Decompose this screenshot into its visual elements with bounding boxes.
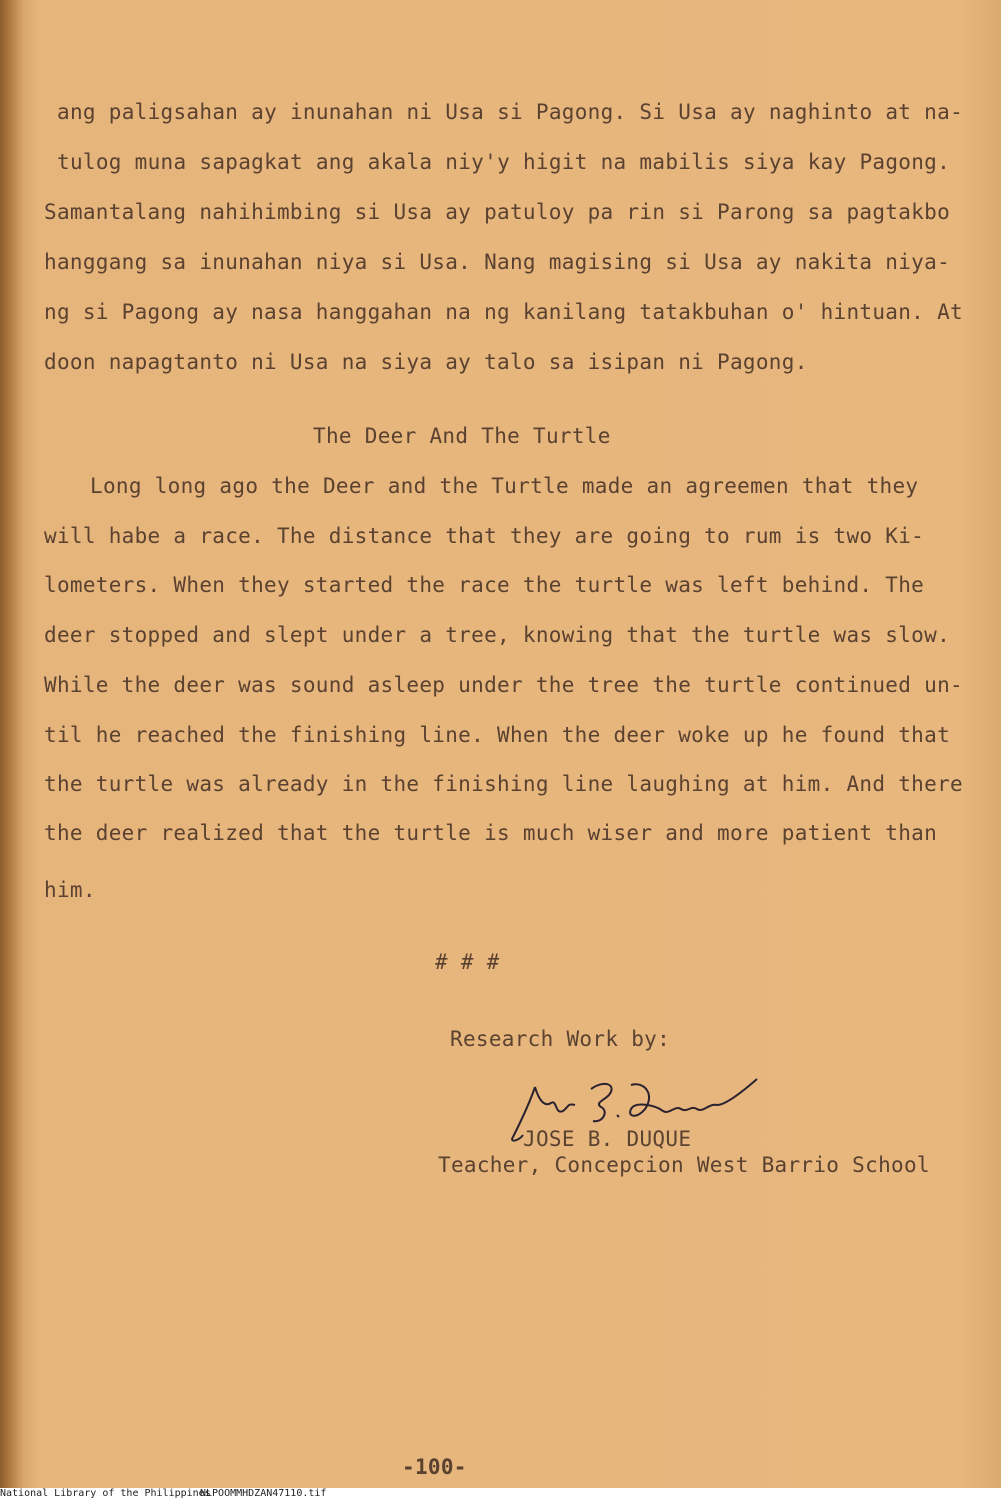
text-line: the turtle was already in the finishing line laughing at him. And there	[44, 772, 963, 796]
text-line: tulog muna sapagkat ang akala niy'y higit na mabilis siya kay Pagong.	[57, 150, 951, 174]
author-name: JOSE B. DUQUE	[523, 1127, 692, 1151]
text-line: Long long ago the Deer and the Turtle made an agreemen that they	[90, 474, 919, 498]
text-line: ng si Pagong ay nasa hanggahan na ng kanilang tatakbuhan o' hintuan. At	[44, 300, 963, 324]
page-number: -100-	[402, 1455, 467, 1479]
section-separator: # # #	[435, 950, 500, 974]
library-credit: National Library of the Philippines	[0, 1488, 211, 1499]
text-line: ang paligsahan ay inunahan ni Usa si Pagong. Si Usa ay naghinto at na-	[57, 100, 964, 124]
text-line: deer stopped and slept under a tree, knowing that the turtle was slow.	[44, 623, 951, 647]
story-title: The Deer And The Turtle	[313, 424, 611, 448]
text-line: Samantalang nahihimbing si Usa ay patuloy pa rin si Parong sa pagtakbo	[44, 200, 951, 224]
text-line: will habe a race. The distance that they are going to rum is two Ki-	[44, 524, 925, 548]
text-line: til he reached the finishing line. When the deer woke up he found that	[44, 723, 951, 747]
author-position: Teacher, Concepcion West Barrio School	[438, 1153, 930, 1177]
text-line: him.	[44, 878, 96, 902]
text-line: While the deer was sound asleep under the tree the turtle continued un-	[44, 673, 963, 697]
scan-footer	[0, 1488, 1001, 1500]
research-credit-label: Research Work by:	[450, 1027, 671, 1051]
text-line: the deer realized that the turtle is much wiser and more patient than	[44, 821, 938, 845]
text-line: lometers. When they started the race the turtle was left behind. The	[44, 573, 925, 597]
text-line: hanggang sa inunahan niya si Usa. Nang magising si Usa ay nakita niya-	[44, 250, 951, 274]
file-identifier: NLPOOMMHDZAN47110.tif	[200, 1488, 327, 1499]
text-line: doon napagtanto ni Usa na siya ay talo sa isipan ni Pagong.	[44, 350, 808, 374]
